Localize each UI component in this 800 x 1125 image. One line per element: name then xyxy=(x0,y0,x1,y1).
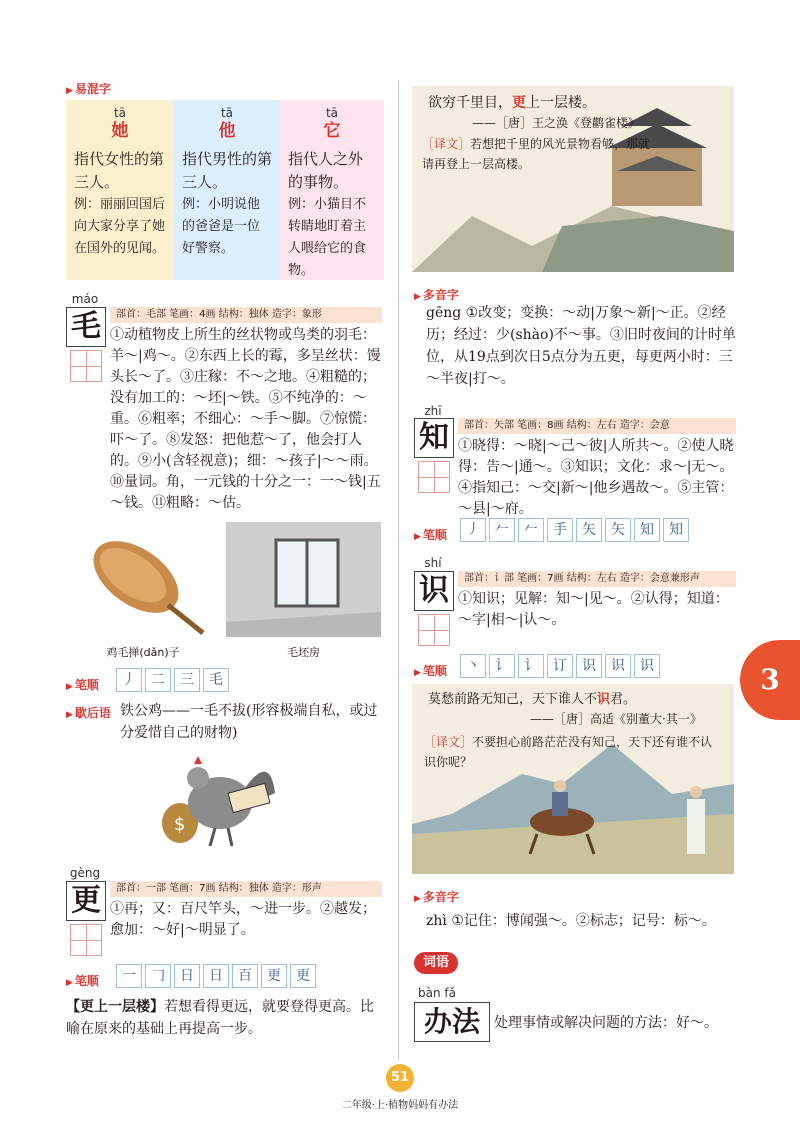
confusable-col-ta xyxy=(174,100,280,280)
trans-text: 若想把千里的风光景物看够，那就请再登上一层高楼。 xyxy=(422,137,651,171)
ciyu-badge: 词语 xyxy=(414,952,458,974)
confusable-char: 它 xyxy=(323,121,341,141)
meaning: 指代男性的第三人。 xyxy=(182,150,273,191)
shi-char: 识 xyxy=(414,571,454,611)
stroke: 𠂉 xyxy=(489,518,515,542)
geng-char: 更 xyxy=(66,881,106,921)
page-number: 51 xyxy=(386,1064,414,1092)
stroke: 丶 xyxy=(460,654,486,678)
mao-stroke-tag: ▶ 笔顺 xyxy=(66,678,99,692)
poem2-author: ——［唐］高适《别董大·其一》 xyxy=(530,712,702,726)
stroke: 日 xyxy=(203,964,229,988)
shi-info: 部首：讠部 笔画：7画 结构：左右 造字：会意兼形声 xyxy=(458,571,736,587)
meaning: 指代人之外的事物。 xyxy=(288,150,364,191)
page-footer: 二年级·上·植物妈妈有办法 xyxy=(341,1100,459,1111)
stroke: 更 xyxy=(261,964,287,988)
shi-pinyin: shí xyxy=(424,556,442,570)
ciyu-word: 办法 xyxy=(414,1002,490,1042)
meaning: 指代女性的第三人。 xyxy=(74,150,165,191)
poem1-translation xyxy=(422,134,662,174)
mao-pinyin: máo xyxy=(71,292,99,306)
trans-tag: ［译文］ xyxy=(422,137,471,151)
stroke: 毛 xyxy=(203,668,229,692)
geng-info: 部首：一部 笔画：7画 结构：独体 造字：形声 xyxy=(110,881,382,897)
poem2-translation xyxy=(424,732,724,772)
example: 例：丽丽回国后向大家分享了她在国外的见闻。 xyxy=(74,197,166,256)
mao-practice-grid xyxy=(70,350,102,382)
stroke: 𠃌 xyxy=(145,964,171,988)
zhi-pinyin: zhī xyxy=(424,404,442,418)
confusable-col-she xyxy=(66,100,174,280)
geng-stroke-order xyxy=(116,964,319,988)
stroke: 丿 xyxy=(460,518,486,542)
stroke: 识 xyxy=(634,654,660,678)
stroke: 矢 xyxy=(605,518,631,542)
shi-stroke-order xyxy=(460,654,663,678)
xhy-text: 铁公鸡——一毛不拔(形容极端自私，或过分爱惜自己的财物) xyxy=(120,703,378,741)
stroke: 手 xyxy=(547,518,573,542)
confusable-tag: ▶ 易混字 xyxy=(66,82,111,96)
mao-definition: ①动植物皮上所生的丝状物或鸟类的羽毛：羊～|鸡～。②东西上长的霉，多呈丝状：馒头长～了。③庄稼：不～之地。④粗糙的；没有加工的：～坯|～铁。⑤不纯净的：～重。⑥粗率；不细心：～手～脚。⑦惊慌：吓～了。⑧发怒：把他惹～了，他会打人的。⑨小(含轻视意)；细：～孩子|～～雨。⑩量词。角，一元钱的十分之一：一～钱|五～钱。⑪粗略：～估。 xyxy=(110,327,381,511)
stroke: 百 xyxy=(232,964,258,988)
stroke: 更 xyxy=(290,964,316,988)
confusable-col-it xyxy=(280,100,384,280)
stroke: 订 xyxy=(547,654,573,678)
stroke: 二 xyxy=(145,668,171,692)
example: 例：小猫目不转睛地盯着主人喂给它的食物。 xyxy=(288,197,367,278)
stroke: 三 xyxy=(174,668,200,692)
geng-stroke-tag: ▶ 笔顺 xyxy=(66,974,99,988)
zhi-definition: ①晓得：～晓|～己～彼|人所共～。②使人晓得：告～|通～。③知识；文化：求～|无～。④指知己：～交|新～|他乡遇故～。⑤主管：～县|～府。 xyxy=(458,438,734,517)
zhi-practice-grid xyxy=(418,461,450,493)
geng-definition: ①再；又：百尺竿头，～进一步。②越发；愈加：～好|～明显了。 xyxy=(110,901,376,938)
pinyin: tā xyxy=(220,106,234,120)
phrase-text: 若想看得更远，就要登得更高。比喻在原来的基础上再提高一步。 xyxy=(66,999,374,1037)
ciyu-pinyin: bàn fǎ xyxy=(418,986,456,1000)
stroke: 知 xyxy=(663,518,689,542)
ciyu-definition: 处理事情或解决问题的方法：好～。 xyxy=(494,1015,718,1031)
poem-text: 欲穷千里目，更上一层楼。 xyxy=(428,95,596,111)
mao-stroke-order xyxy=(116,668,232,692)
xhy-tag: ▶ 歇后语 xyxy=(66,706,111,720)
rough-house-caption: 毛坯房 xyxy=(287,646,320,659)
poem1-author: ——［唐］王之涣《登鹳雀楼》 xyxy=(472,116,641,130)
stroke: 𠂉 xyxy=(518,518,544,542)
zhi-stroke-order xyxy=(460,518,692,542)
geng-phrase xyxy=(66,996,386,1040)
shi-practice-grid xyxy=(418,614,450,646)
zhi-stroke-tag: ▶ 笔顺 xyxy=(414,528,447,542)
confusable-char: 她 xyxy=(111,121,129,141)
shi-stroke-tag: ▶ 笔顺 xyxy=(414,664,447,678)
duster-image xyxy=(78,525,208,635)
column-divider xyxy=(398,80,399,1060)
duoyin1-text: gēng ①改变；变换：～动|万象～新|～正。②经历；经过：少(shào)不～事。③旧时夜间的计时单位，从19点到次日5点分为五更，每更两小时：三～半夜|打～。 xyxy=(426,305,736,387)
geng-practice-grid xyxy=(70,924,102,956)
phrase-title: 【更上一层楼】 xyxy=(66,999,164,1015)
stroke: 讠 xyxy=(489,654,515,678)
stroke: 一 xyxy=(116,964,142,988)
stroke: 丿 xyxy=(116,668,142,692)
zhi-char: 知 xyxy=(414,418,454,458)
duoyin2-text: zhì ①记住：博闻强～。②标志；记号：标～。 xyxy=(426,913,716,929)
zhi-info: 部首：矢部 笔画：8画 结构：左右 造字：会意 xyxy=(458,418,736,434)
trans-text: 不要担心前路茫茫没有知己，天下还有谁不认识你呢？ xyxy=(424,735,713,769)
mao-char: 毛 xyxy=(66,307,106,347)
stroke: 识 xyxy=(576,654,602,678)
svg-text:$: $ xyxy=(174,814,186,835)
poem1-panel xyxy=(412,86,734,272)
stroke: 知 xyxy=(634,518,660,542)
stroke: 讠 xyxy=(518,654,544,678)
chapter-tab[interactable]: 3 xyxy=(740,640,800,720)
poem1-line xyxy=(428,92,596,112)
geng-pinyin: gèng xyxy=(69,866,101,880)
poem2-panel xyxy=(412,684,734,874)
mao-info: 部首：毛部 笔画：4画 结构：独体 造字：象形 xyxy=(110,307,382,323)
pinyin: tā xyxy=(113,106,127,120)
shi-definition: ①知识；见解：知～|见～。②认得；知道：～字|相～|认～。 xyxy=(458,591,729,628)
stroke: 识 xyxy=(605,654,631,678)
poem-text: 莫愁前路无知己，天下谁人不识君。 xyxy=(428,692,637,707)
trans-tag: ［译文］ xyxy=(424,735,473,749)
stroke: 矢 xyxy=(576,518,602,542)
example: 例：小明说他的爸爸是一位好警察。 xyxy=(182,197,261,256)
duoyin1-tag: ▶ 多音字 xyxy=(414,288,459,302)
stroke: 日 xyxy=(174,964,200,988)
rooster-image xyxy=(150,748,280,848)
rough-house-image xyxy=(226,522,381,637)
duoyin2-tag: ▶ 多音字 xyxy=(414,890,459,904)
poem2-line xyxy=(428,688,636,707)
confusable-char: 他 xyxy=(218,121,236,141)
duster-caption: 鸡毛掸(dǎn)子 xyxy=(106,646,180,659)
pinyin: tā xyxy=(325,106,339,120)
